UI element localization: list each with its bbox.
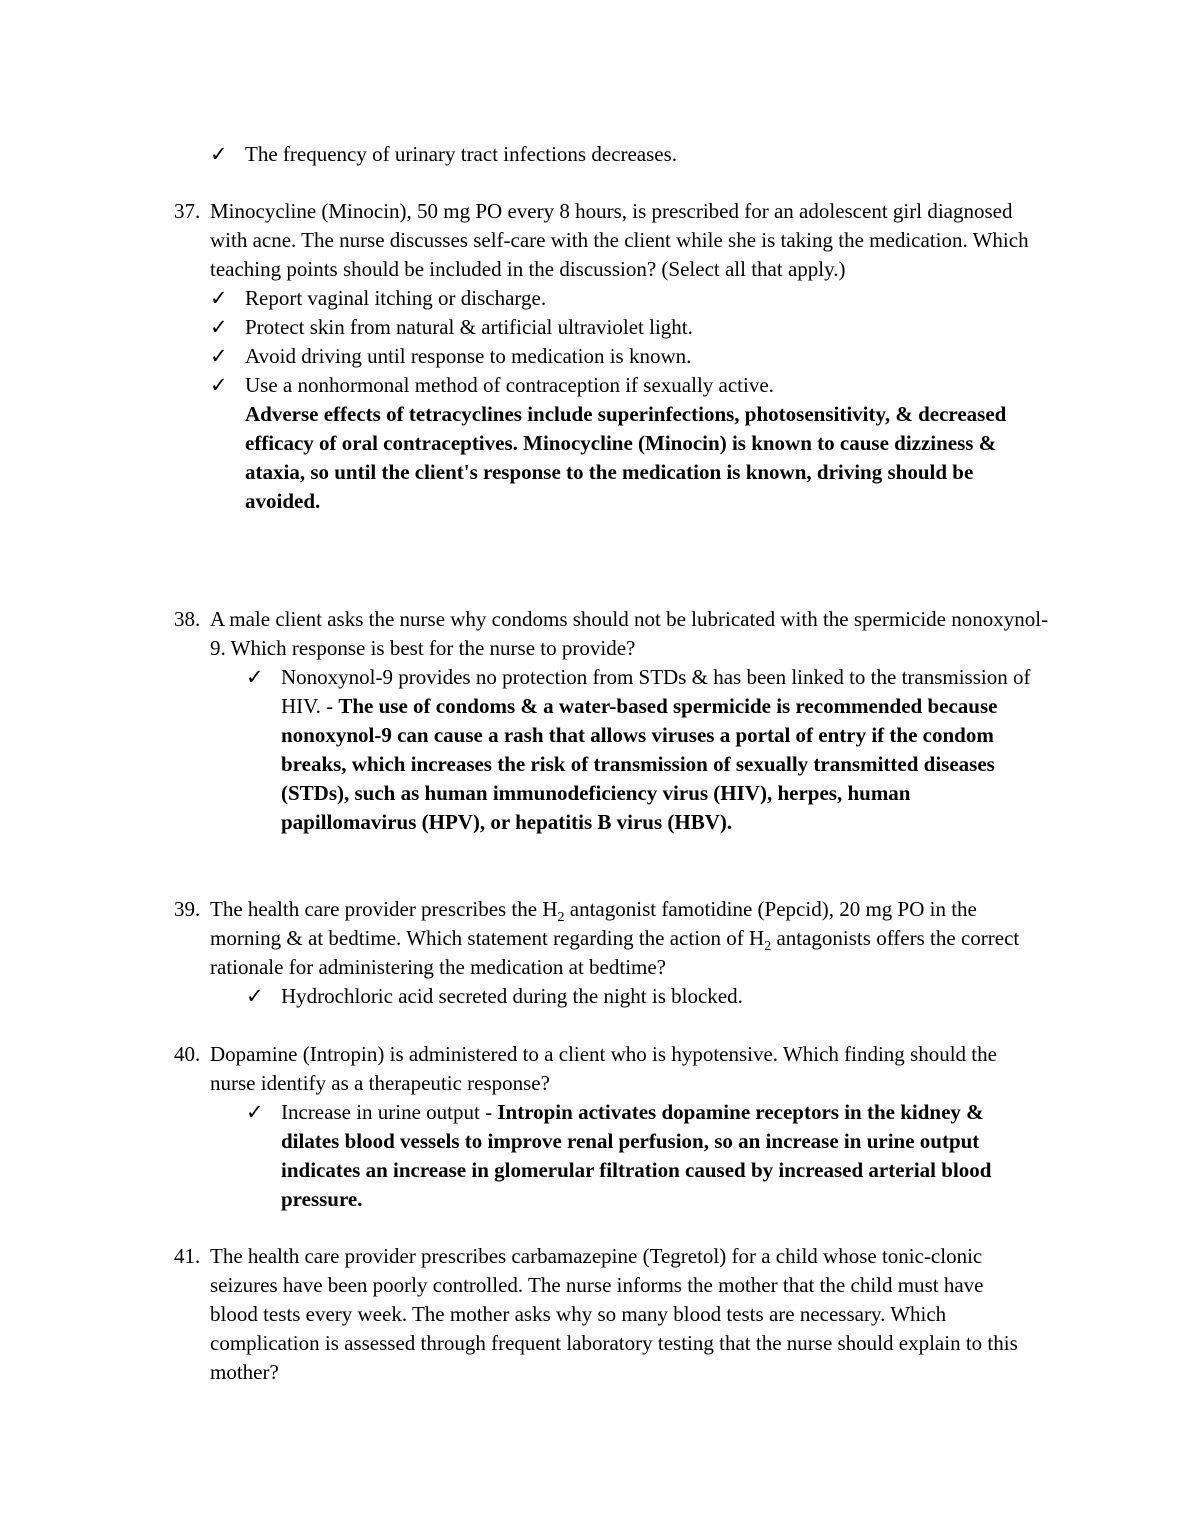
checkmark-icon: ✓ — [210, 286, 228, 310]
answer-item — [210, 371, 1050, 400]
question-number: 41. — [174, 1244, 201, 1268]
text-part: antagonist famotidine (Pepcid), 20 mg PO in the morning & at bedtime. Which statement regarding the action of H — [210, 897, 977, 950]
answer-item — [210, 342, 1050, 371]
question-text: The health care provider prescribes carbamazepine (Tegretol) for a child whose tonic-clonic seizures have been poorly controlled. The nurse informs the mother that the child must have blood tests every week. The mother asks why so many blood tests are necessary. Which complication is assessed through frequent laboratory testing that the nurse should explain to this mother? — [210, 1244, 1018, 1384]
answer-item — [246, 1098, 1041, 1214]
text-part: The health care provider prescribes the H — [210, 897, 558, 921]
checkmark-icon: ✓ — [246, 984, 264, 1008]
question-text — [210, 895, 1050, 982]
checkmark-icon: ✓ — [246, 1100, 264, 1124]
answer-item — [246, 663, 1051, 837]
answer-text: Nonoxynol-9 provides no protection from STDs & has been linked to the transmission of HIV. - — [281, 665, 1031, 718]
answer-text: Increase in urine output - — [281, 1100, 498, 1124]
question-39 — [174, 895, 1050, 1011]
question-text: Minocycline (Minocin), 50 mg PO every 8 hours, is prescribed for an adolescent girl diagnosed with acne. The nurse discusses self-care with the client while she is taking the medication. Which teaching points should be included in the discussion? (Select all that apply.) — [210, 199, 1029, 281]
question-number: 39. — [174, 897, 201, 921]
text-part: antagonists offers the correct rationale for administering the medication at bedtime? — [210, 926, 1020, 979]
checkmark-icon: ✓ — [246, 665, 264, 689]
previous-answer — [0, 140, 1190, 169]
answer-item — [210, 313, 1050, 342]
answer-text: Hydrochloric acid secreted during the night is blocked. — [281, 984, 743, 1008]
question-text: Dopamine (Intropin) is administered to a client who is hypotensive. Which finding should the nurse identify as a therapeutic response? — [210, 1042, 997, 1095]
subscript: 2 — [557, 910, 565, 926]
checkmark-icon: ✓ — [210, 142, 228, 166]
answer-text: The frequency of urinary tract infections decreases. — [245, 142, 678, 166]
question-number: 38. — [174, 607, 201, 631]
answer-item — [210, 284, 1050, 313]
answer-text: Protect skin from natural & artificial ultraviolet light. — [245, 315, 693, 339]
rationale: The use of condoms & a water-based spermicide is recommended because nonoxynol-9 can cause a rash that allows viruses a portal of entry if the condom breaks, which increases the risk of transmission of sexually transmitted diseases (STDs), such as human immunodeficiency virus (HIV), herpes, human papillomavirus (HPV), or hepatitis B virus (HBV). — [281, 694, 998, 834]
checkmark-icon: ✓ — [210, 315, 228, 339]
question-text: A male client asks the nurse why condoms should not be lubricated with the spermicide nonoxynol-9. Which response is best for the nurse to provide? — [210, 607, 1049, 660]
question-41 — [174, 1242, 1050, 1387]
rationale: Intropin activates dopamine receptors in the kidney & dilates blood vessels to improve renal perfusion, so an increase in urine output indicates an increase in glomerular filtration caused by increased arterial blood pressure. — [281, 1100, 992, 1211]
rationale: Adverse effects of tetracyclines include superinfections, photosensitivity, & decreased efficacy of oral contraceptives. Minocycline (Minocin) is known to cause dizziness & ataxia, so until the client's response to the medication is known, driving should be avoided. — [245, 402, 1007, 513]
question-number: 37. — [174, 199, 201, 223]
answer-text: Report vaginal itching or discharge. — [245, 286, 547, 310]
question-37 — [174, 197, 1050, 516]
checkmark-icon: ✓ — [210, 344, 228, 368]
question-38 — [174, 605, 1050, 837]
answer-item — [246, 982, 1050, 1011]
subscript: 2 — [764, 939, 772, 955]
answer-text: Avoid driving until response to medication is known. — [245, 344, 692, 368]
checkmark-icon: ✓ — [210, 373, 228, 397]
answer-text: Use a nonhormonal method of contraception if sexually active. — [245, 373, 774, 397]
question-40 — [174, 1040, 1050, 1214]
question-number: 40. — [174, 1042, 201, 1066]
